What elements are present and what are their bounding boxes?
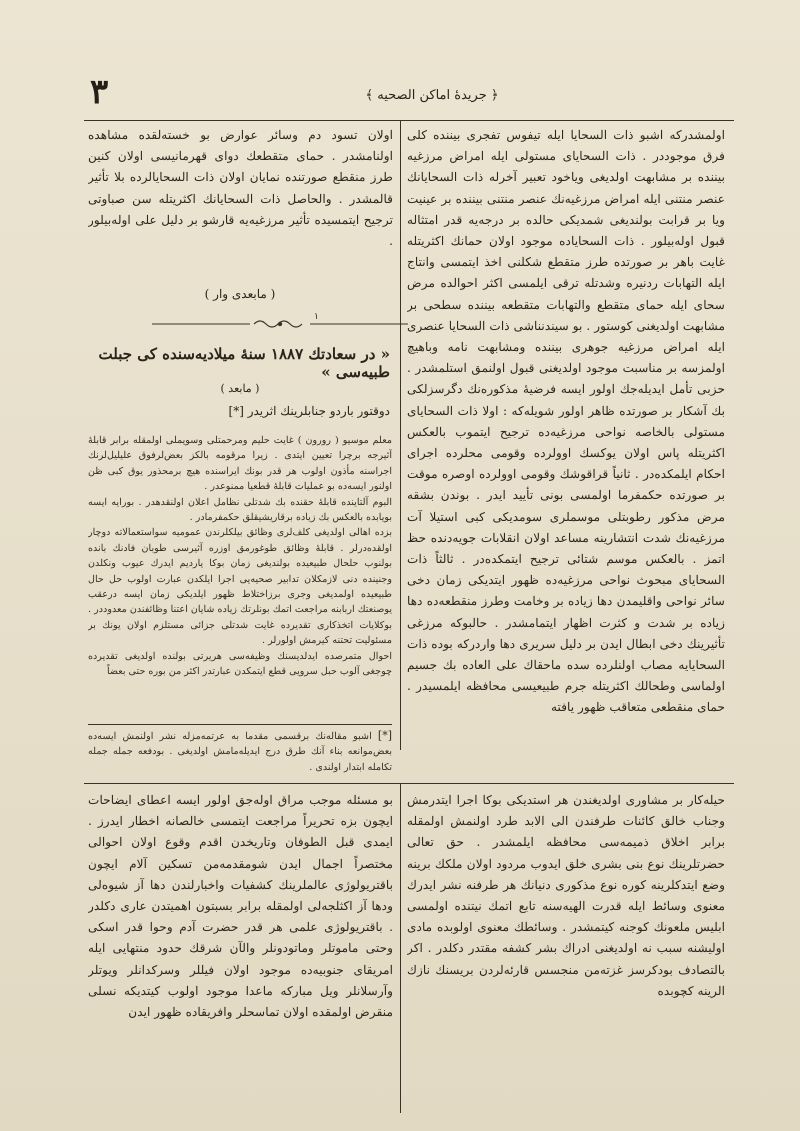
footnote-rule xyxy=(88,724,392,725)
article-heading: « در سعادتك ١٨٨٧ سنهٔ میلادیه‌سنده کی جبلت طبیه‌سی » xyxy=(98,345,390,381)
bottom-left-text: بو مسئله موجب مراق اوله‌جق اولور ایسه اعطای ایضاحات ایچون بزه تحریراً مراجعت ایتمسی خالصانه اخطار ایدرز . ایمدی قبل الطوفان وتاریخدن اقدم وقوع اولان احوالی مختصراً اجمال ایدن شومقدمه‌من تسکین آلام ایچون باقتریولوژی عالملرینك کشفیات واخبارلندن دها آز شیوه‌لی ودها آز اکثلجه‌لی اولمقله برابر بسبتون اهمیتدن عاری دکلدر . باقتریولوژی علمی هر قدر حضرت آدم وحوا قدر اسکی وحتی ماموتلر وماتودونلر والآن شرقك حدود منتهایی ایله امریقای جنوبیه‌ده موجود اولان فیللر وسرکدانلر ویوتلر وآرسلانلر ویل مبارکه ماعدا موجود اولوب کیتدیکه نسلی منقرض اولمقده اولان تماسحلر وافریقاده ظهور ایدن xyxy=(88,793,393,1020)
article-paragraph: بزده اهالی اولدیغی کلف‌لری وظائق بیلکلرندن عمومیه سواستعمالاته دوچار اولقده‌درلر . قابلهٔ وظائق طوغورمق اوزره آثیرسی طوبان فادنك بانده بولنوب حلحال طبیعیده بولندیغی زمان بوکا یاردیم ایدرك عیوب ونکلدن وجنینده دنی لازمکلان تدابیر صحیه‌یی اجرا ایلکدن عبارت اولوب حل حال طبیعیده اولمدیغی وجری برزاختلاط ظهور ایلدیکی زمان ایسه درعقب یوصنعتك اربابنه مراجعت اتمك بونلرتك زیاده شایان اعتنا وظائفندن معدوددر . بوکلایات اتخذکاری تقدیرده غایت شدتلی جزائی مستلزم اولان یونك بر مسئولیت تحتنه کیرمش اولورلر . xyxy=(88,527,392,647)
to-be-continued: ( مابعدی وار ) xyxy=(204,287,276,301)
footnote-marker: [*] xyxy=(377,729,392,742)
article-paragraph: احوال متمرصده ایدلدیسنك وظیفه‌سی هریرتی بولنده اولدیغی تقدیرده چوجغی آلوب حبل سرویی قطع ایتمکدن عبارتدر اکثر من بوره حتی بعضاً xyxy=(88,650,392,678)
running-title: ﴿ جريدهٔ اماكن الصحيه ﴾ xyxy=(365,88,499,103)
article-paragraph: معلم موسیو ( رورون ) غایت حلیم ومرحمتلی وسویملی اولمقله برابر قابلهٔ آثیرجه برچرا تعیین ایتدی . زیرا مرقومه بالکز بعض‌لرفوق علیلیل‌لرنك اجراسنه مأذون اولوب هر قدر بونك ایراسنده هیچ برمحذور یوق کبی ظن اولنور ایسه‌ده بو عملیات قابلهٔ قطعیا ممنوعدر . xyxy=(88,435,392,493)
page-number: ٣ xyxy=(90,72,109,112)
article-author: دوقتور باردو جنابلرینك اثریدر [*] xyxy=(228,404,390,418)
ornament-divider xyxy=(150,317,410,331)
left-column-intro xyxy=(88,125,393,285)
left-column-intro-text: اولان تسود دم وسائر عوارض بو خسته‌لقده مشاهده اولنامشدر . حمای متقطعك دوای قهرمانیسی اولان کنین طرز منقطع صورتنده نمایان اولان ذات السحایالرده بلا تأثیر قالمشدر . والحاصل ذات السحایانك اکثریتله سن صباوتی ترجیح ایتمسیده تأثیر مرزغیه‌یه قارشو بر دلیل علی اوله‌بیلور . xyxy=(88,128,393,249)
header-rule xyxy=(84,120,734,121)
bottom-right-text: حیله‌کار بر مشاوری اولدیغندن هر استدیکی بوکا اجرا ایتدرمش وجناب خالق کائنات طرفندن الی الابد طرد اولنمش اولمقله برابر اخلاق ذمیمه‌سی محافظه ایلمشدر . حق تعالی حضرتلرینك نوع بنی بشری خلق ایدوب مردود اولان ملکك برینه وضع ایتدکلرینه کوره نوع مذکوری دنیانك هر طرفنه نشر ایدرك معنوی وسائط ایله قدرت الهیه‌سنه تابع اتمك نیتنده اولمسی ابلیس ملعونك کوجنه کیتمشدر . وسائطك معنوی اولوبده مادی اولیشنه سبب نه اولدیغنی ادراك بشر کشفه مقتدر دکلدر . اکر بالتصادف بودکرسز غزته‌من منجسس قارئه‌لردن بریسنك نازك الرینه کچوبده xyxy=(407,793,725,998)
article-body xyxy=(88,433,392,723)
article-paragraph: البوم آلتاینده قابلهٔ حقنده بك شدتلی نظامل اعلان اولنقدهدر . بورایه ایسه بویابده بالعکس بك زیاده برقاریشیقلق حکمفرمادر . xyxy=(88,496,392,524)
section-rule xyxy=(84,783,734,784)
article-subheading: ( مابعد ) xyxy=(220,382,260,395)
column-divider-top xyxy=(400,120,401,750)
footnote xyxy=(88,728,392,776)
bottom-left-column xyxy=(88,790,393,1110)
footnote-reference-mark: ١ xyxy=(314,312,319,322)
footnote-text: اشبو مقاله‌نك برقسمی مقدما به عرتمه‌مزله نشر اولنمش ایسه‌ده بعض‌موانعه بناء آنك طرق درج ایدیله‌مامش اولدیغی . بودفعه جمله جمله تکامله ابتدار اولندی . xyxy=(88,731,392,773)
masthead xyxy=(82,72,732,112)
bottom-right-column xyxy=(407,790,725,1110)
right-column-top-text: اولمشدرکه اشبو ذات السحایا ایله تیفوس تفجری بیننده کلی فرق موجوددر . ذات السحایای مستولی ایله امراض مرزغیه بیننده بر مشابهت اولدیغی ویاخود تعبیر آخرله ذات السحایانك عنصر منتنی ایله امراض مرزغیه‌نك عنصر منتنی بیننده بر عینیت ویا بر قرابت بولندیغی شمدیکی حالده بر درجه‌یه قدر امتثاله قبول اوله‌بیلور . ذات السحایاده موجود اولان حمانك اکثریتله غایت باهر بر صورتده طرز متقطع شکلنی اخذ ایتمسی وانتاج ایله التهابات ردنیره وشدتله ترقی ایلمسی اکثر احوالده مرض سحای ایله حمای متقطع والتهابات متقطعه بیننده سطحی بر مشابهت اولدیغنی کوستور . بو سیندنناشی ذات السحایا عنصری ایله امراض مرزغیه جوهری بیننده ومشابهت نامه وباهیچ اولمزسه بر مناسبت موجود اولدیغنی قبول اولنمق استلمشدر . حزبی تأمل ایدیله‌جك اولور ایسه فرضیهٔ مذکوره‌نك دگرسزلکی بك آشکار بر صورتده ظاهر اولور شویله‌که : اولا ذات السحایای مستولی بالخاصه نواحی مرزغیه‌ده ترجیح ایتموب بالعکس اکثریتله پاس اولان یوکسك اوولرده وقومی محلرده اجرای احکام ایلمکده‌در . ثانیاً قراقوشك وقومی اوولرده اوصره موقت بر صورتده حکمفرما اولمسی بونی تأیید ایدر . بوندن بشقه مرض مذکور رطوبتلی موسملری سومدیکی کبی استیلا آت مرزغیه‌نك شدت انتشارینه مساعد اولان انقلابات جویه‌دنده حظ اتمز . بالعکس موسم شتائی ترجیح ایتمکده‌در . ثالثاً ذات السحایای مبحوث نواحی مرزغیه‌ده ظهور ایتدیکی زمان دخی سائر نواحی واقلیمدن دها زیاده بر وخامت وطرز منقطعه‌ده دها زیاده بر شدت و کثرت اظهار ایتمامشدر . حالبوکه مرزغی تأثیرینك دخی ابطال ایدن بر دلیل سریری دها واردرکه بوده ذات السحایایه مصاب اولنلرده سده ماحقاك علی العاده بك جسیم اولماسی وطحالك اکثریتله جرم طبیعیسی محافظه ایلمسیدر . حمای منقطعی متعاقب ظهور یافته xyxy=(407,128,725,715)
right-column-top xyxy=(407,125,725,745)
column-divider-bottom xyxy=(400,783,401,1113)
